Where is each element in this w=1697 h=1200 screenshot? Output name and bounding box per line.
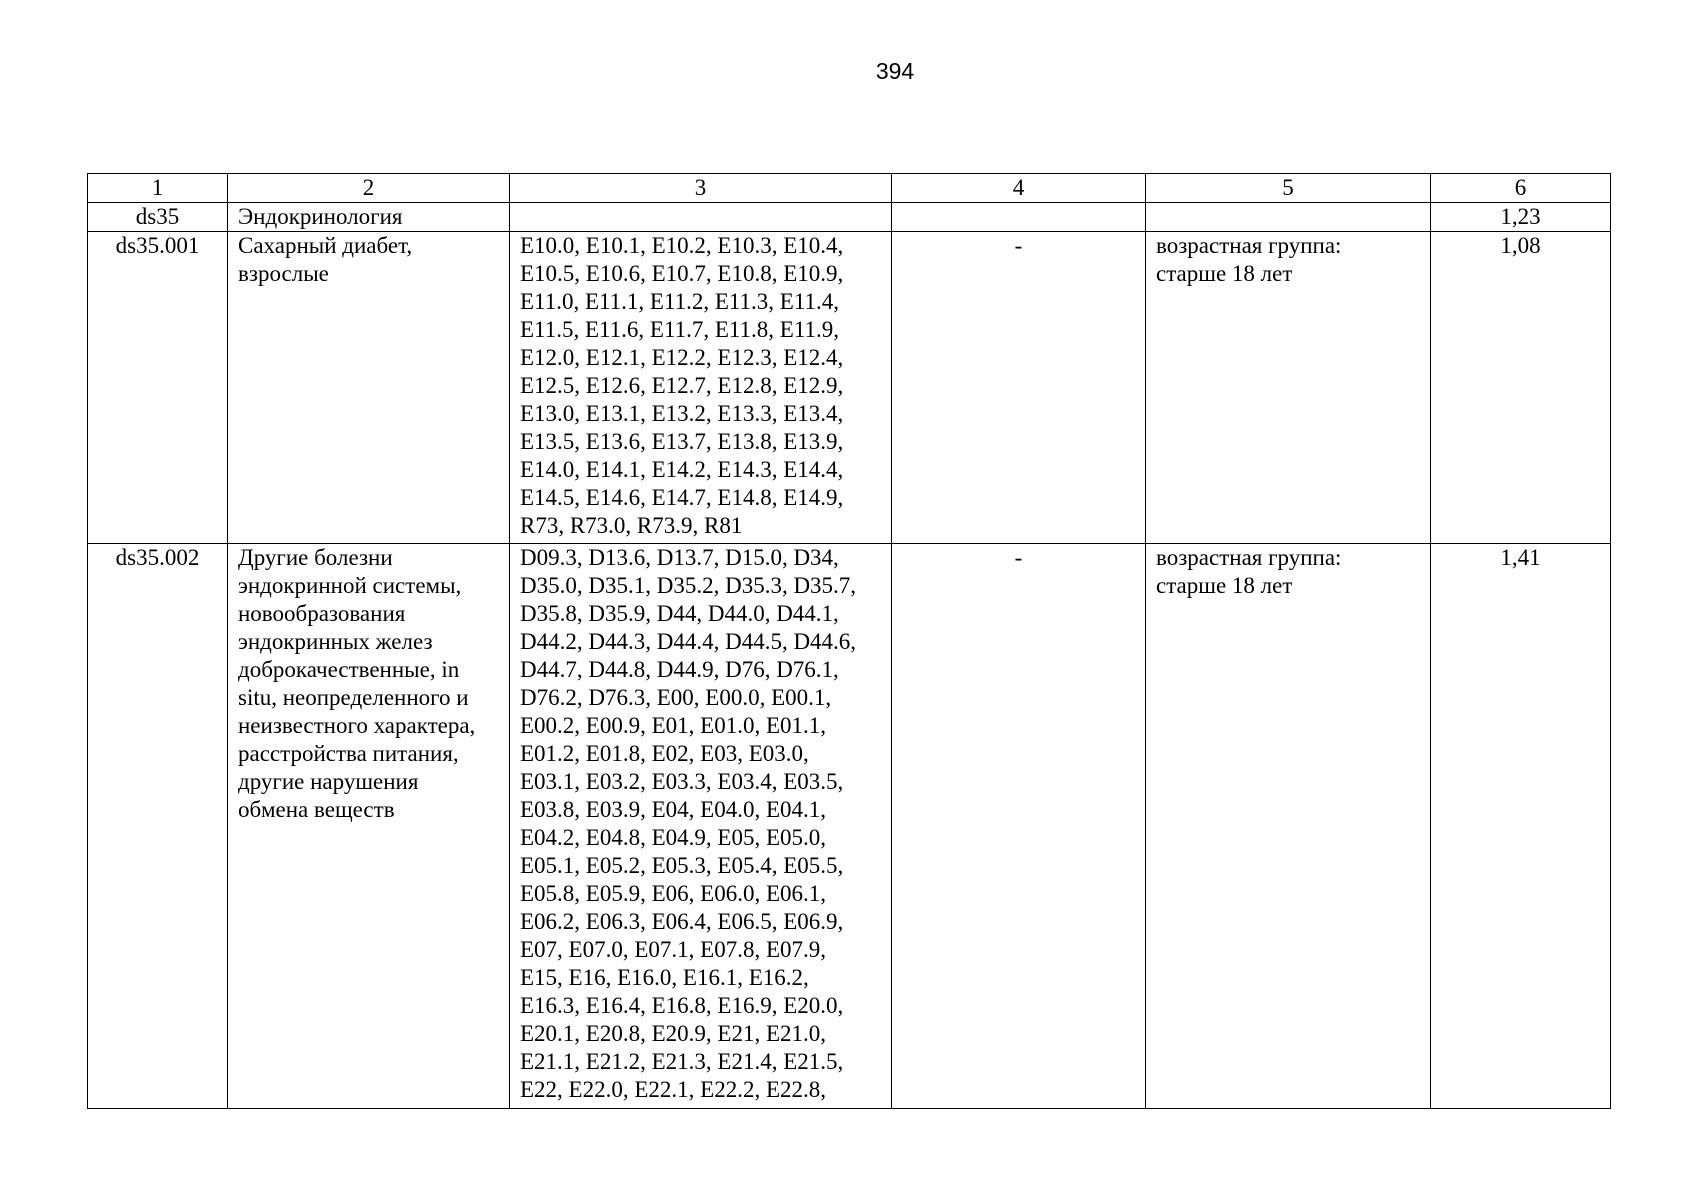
header-col-4: 4 (892, 174, 1146, 203)
header-col-6: 6 (1431, 174, 1611, 203)
group-coefficient: 1,23 (1431, 203, 1611, 232)
row-code: ds35.002 (88, 544, 228, 1109)
tariff-table (87, 173, 1611, 1109)
header-col-5: 5 (1146, 174, 1431, 203)
page-number: 394 (875, 58, 915, 84)
group-name: Эндокринология (228, 203, 510, 232)
table-header-row (88, 174, 1611, 203)
row-diagnosis-codes: E10.0, E10.1, E10.2, E10.3, E10.4, E10.5, E10.6, E10.7, E10.8, E10.9, E11.0, E11.1, E11.2, E11.3, E11.4, E11.5, E11.6, E11.7, E11.8, E11.9, E12.0, E12.1, E12.2, E12.3, E12.4, E12.5, E12.6, E12.7, E12.8, E12.9, E13.0, E13.1, E13.2, E13.3, E13.4, E13.5, E13.6, E13.7, E13.8, E13.9, E14.0, E14.1, E14.2, E14.3, E14.4, E14.5, E14.6, E14.7, E14.8, E14.9, R73, R73.0, R73.9, R81 (510, 232, 892, 544)
group-col4 (892, 203, 1146, 232)
header-col-3: 3 (510, 174, 892, 203)
row-coefficient: 1,08 (1431, 232, 1611, 544)
row-diagnosis-codes: D09.3, D13.6, D13.7, D15.0, D34, D35.0, D35.1, D35.2, D35.3, D35.7, D35.8, D35.9, D44, D44.0, D44.1, D44.2, D44.3, D44.4, D44.5, D44.6, D44.7, D44.8, D44.9, D76, D76.1, D76.2, D76.3, E00, E00.0, E00.1, E00.2, E00.9, E01, E01.0, E01.1, E01.2, E01.8, E02, E03, E03.0, E03.1, E03.2, E03.3, E03.4, E03.5, E03.8, E03.9, E04, E04.0, E04.1, E04.2, E04.8, E04.9, E05, E05.0, E05.1, E05.2, E05.3, E05.4, E05.5, E05.8, E05.9, E06, E06.0, E06.1, E06.2, E06.3, E06.4, E06.5, E06.9, E07, E07.0, E07.1, E07.8, E07.9, E15, E16, E16.0, E16.1, E16.2, E16.3, E16.4, E16.8, E16.9, E20.0, E20.1, E20.8, E20.9, E21, E21.0, E21.1, E21.2, E21.3, E21.4, E21.5, E22, E22.0, E22.1, E22.2, E22.8, (510, 544, 892, 1109)
group-row (88, 203, 1611, 232)
row-col4: - (892, 232, 1146, 544)
row-col4: - (892, 544, 1146, 1109)
row-name: Сахарный диабет, взрослые (228, 232, 510, 544)
group-code: ds35 (88, 203, 228, 232)
row-age-group: возрастная группа: старше 18 лет (1146, 544, 1431, 1109)
header-col-2: 2 (228, 174, 510, 203)
row-code: ds35.001 (88, 232, 228, 544)
table-row (88, 544, 1611, 1109)
group-col5 (1146, 203, 1431, 232)
row-name: Другие болезни эндокринной системы, новообразования эндокринных желез доброкачественные, in situ, неопределенного и неизвестного характера, расстройства питания, другие нарушения обмена веществ (228, 544, 510, 1109)
row-age-group: возрастная группа: старше 18 лет (1146, 232, 1431, 544)
table-row (88, 232, 1611, 544)
header-col-1: 1 (88, 174, 228, 203)
row-coefficient: 1,41 (1431, 544, 1611, 1109)
group-codes (510, 203, 892, 232)
